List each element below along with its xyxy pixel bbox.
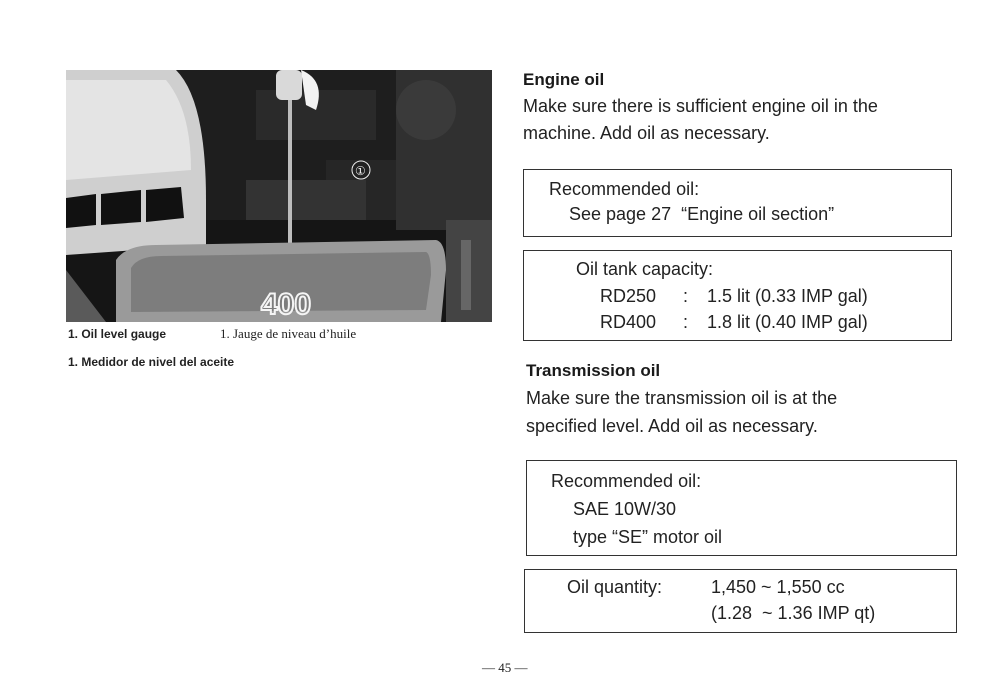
oil-quantity-imp: (1.28 ~ 1.36 IMP qt) (711, 603, 876, 623)
caption-english: 1. Oil level gauge (68, 327, 167, 341)
engine-recommended-oil-value: See page 27 “Engine oil section” (569, 204, 835, 224)
tank-row-separator: : (683, 312, 689, 332)
engine-recommended-oil-box (523, 169, 952, 237)
oil-quantity-box (524, 569, 957, 633)
oil-quantity-label: Oil quantity: (567, 577, 663, 597)
caption-spanish: 1. Medidor de nivel del aceite (68, 355, 235, 369)
oil-quantity-cc: 1,450 ~ 1,550 cc (711, 577, 845, 597)
tank-row-model: RD250 (600, 286, 657, 306)
page-number: — 45 — (482, 660, 528, 675)
transmission-oil-text-line2: specified level. Add oil as necessary. (526, 416, 818, 436)
tank-row-separator: : (683, 286, 689, 306)
oil-tank-capacity-label: Oil tank capacity: (576, 259, 714, 279)
oil-level-gauge-photo (66, 70, 492, 322)
engine-recommended-oil-label: Recommended oil: (549, 179, 700, 199)
tank-row-value: 1.8 lit (0.40 IMP gal) (707, 312, 868, 332)
tank-row-model: RD400 (600, 312, 657, 332)
transmission-recommended-oil-box (526, 460, 957, 556)
transmission-oil-type: type “SE” motor oil (573, 527, 723, 547)
callout-number: ① (355, 164, 366, 178)
model-badge: 400 (261, 288, 312, 321)
oil-tank-capacity-box (523, 250, 952, 341)
engine-oil-text-line1: Make sure there is sufficient engine oil in the (523, 96, 878, 116)
caption-french: 1. Jauge de niveau d’huile (220, 326, 357, 341)
transmission-oil-grade: SAE 10W/30 (573, 499, 677, 519)
engine-oil-heading: Engine oil (523, 70, 605, 89)
transmission-recommended-oil-label: Recommended oil: (551, 471, 702, 491)
tank-row-value: 1.5 lit (0.33 IMP gal) (707, 286, 868, 306)
transmission-oil-text-line1: Make sure the transmission oil is at the (526, 388, 838, 408)
engine-oil-text-line2: machine. Add oil as necessary. (523, 123, 770, 143)
transmission-oil-heading: Transmission oil (526, 361, 661, 380)
